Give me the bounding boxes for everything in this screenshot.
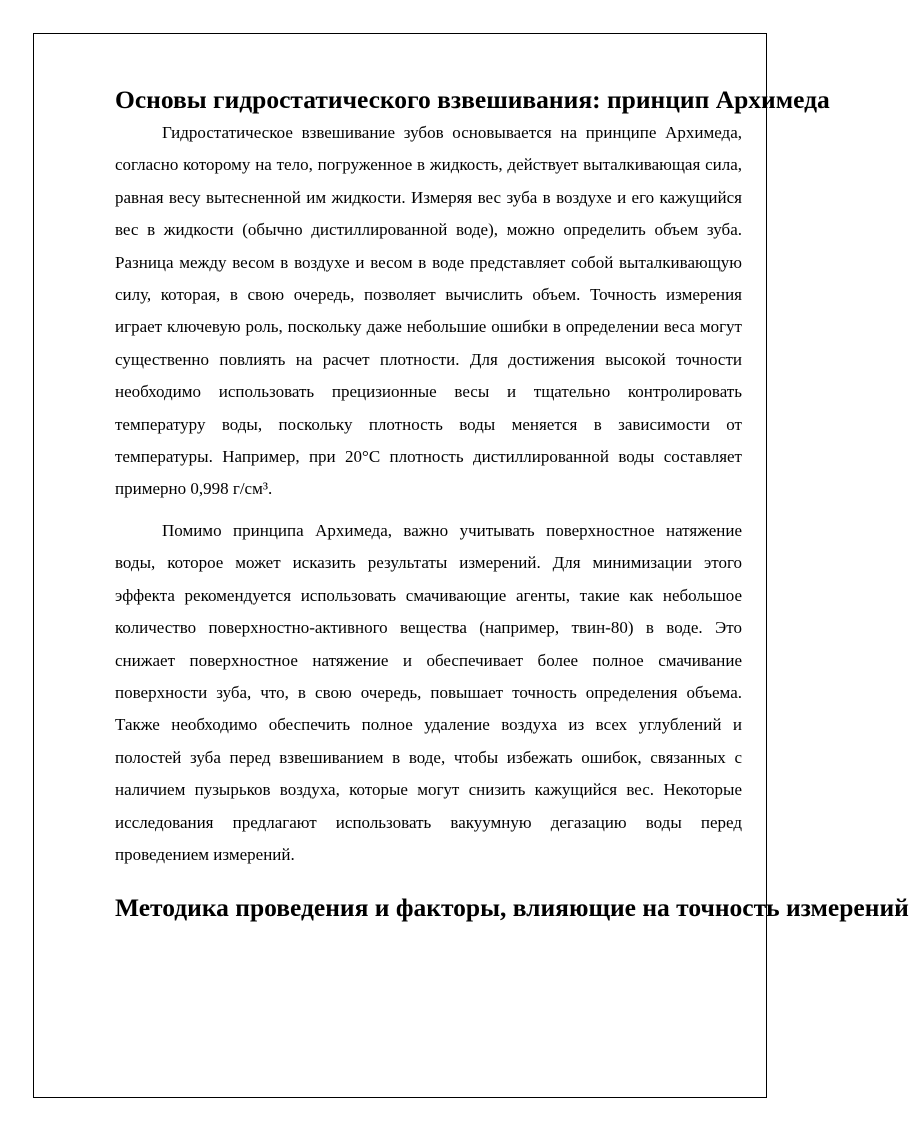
section-heading-archimedes: Основы гидростатического взвешивания: принцип Архимеда [115,85,830,114]
paragraph-archimedes-principle: Гидростатическое взвешивание зубов основывается на принципе Архимеда, согласно которому на тело, погруженное в жидкость, действует выталкивающая сила, равная весу вытесненной им жидкости. Измеряя вес зуба в воздухе и его кажущийся вес в жидкости (обычно дистиллированной воде), можно определить объем зуба. Разница между весом в воздухе и весом в воде представляет собой выталкивающую силу, которая, в свою очередь, позволяет вычислить объем. Точность измерения играет ключевую роль, поскольку даже небольшие ошибки в определении веса могут существенно повлиять на расчет плотности. Для достижения высокой точности необходимо использовать прецизионные весы и тщательно контролировать температуру воды, поскольку плотность воды меняется в зависимости от температуры. Например, при 20°C плотность дистиллированной воды составляет примерно 0,998 г/см³. [115,123,742,499]
paragraph-surface-tension: Помимо принципа Архимеда, важно учитывать поверхностное натяжение воды, которое может исказить результаты измерений. Для минимизации этого эффекта рекомендуется использовать смачивающие агенты, такие как небольшое количество поверхностно-активного вещества (например, твин-80) в воде. Это снижает поверхностное натяжение и обеспечивает более полное смачивание поверхности зуба, что, в свою очередь, повышает точность определения объема. Также необходимо обеспечить полное удаление воздуха из всех углублений и полостей зуба перед взвешиванием в воде, чтобы избежать ошибок, связанных с наличием пузырьков воздуха, которые могут снизить кажущийся вес. Некоторые исследования предлагают использовать вакуумную дегазацию воды перед проведением измерений. [115,520,742,864]
document-body [115,84,909,924]
section-heading-methodology: Методика проведения и факторы, влияющие на точность измерений [115,893,909,923]
